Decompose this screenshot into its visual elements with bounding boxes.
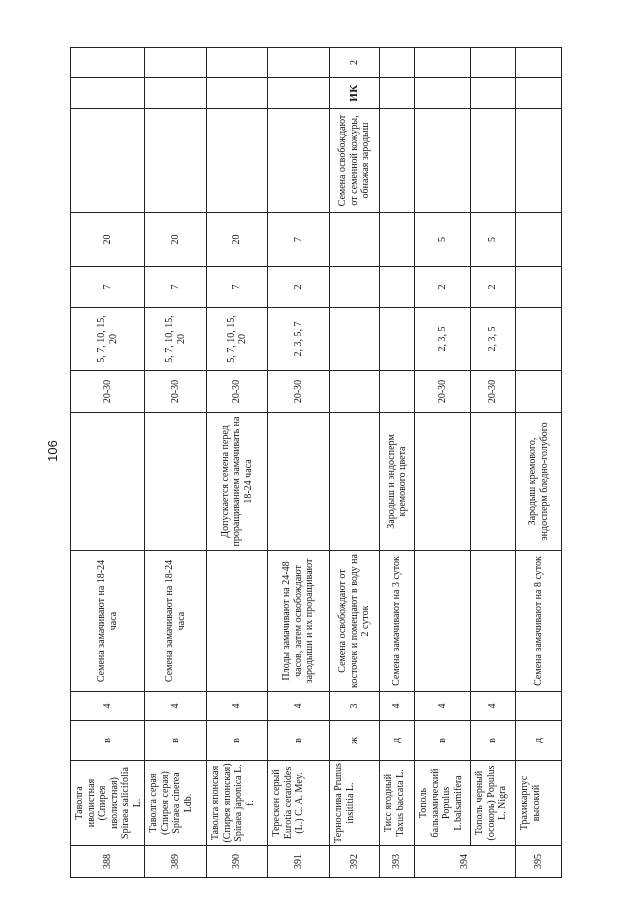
- cell-temperature: 20-30: [207, 371, 268, 413]
- cell-preparation: Семена замачивают на 18-24 часа: [71, 551, 145, 692]
- cell-value: 3: [330, 692, 380, 721]
- cell-letter: в: [268, 721, 330, 761]
- cell-code: [145, 78, 207, 109]
- cell-last-count: 20: [207, 213, 268, 267]
- cell-note: Зародыш и эндосперм кремового цвета: [380, 413, 415, 551]
- cell-count-days: 2, 3, 5: [471, 308, 516, 371]
- row-number: 391: [268, 846, 330, 878]
- cell-letter: в: [207, 721, 268, 761]
- table-row: [145, 48, 207, 878]
- cell-code: [471, 78, 516, 109]
- cell-preparation: Плоды замачивают на 24-48 часов, затем освобождают зародыши и их проращивают: [268, 551, 330, 692]
- cell-code: [415, 78, 471, 109]
- species-name: Таволга японская (Спирея японская) Spiraea japonica L. f.: [207, 761, 268, 846]
- table-row: [471, 48, 516, 878]
- cell-preparation: Семена освобождают от косточек и помещают в воду на 2 суток: [330, 551, 380, 692]
- species-name: Таволга серая (Спирея серая) Spiraea cinerea Ldb.: [145, 761, 207, 846]
- cell-preparation: Семена замачивают на 18-24 часа: [145, 551, 207, 692]
- cell-last-count: 7: [268, 213, 330, 267]
- cell-last-count: 5: [471, 213, 516, 267]
- cell-note: [268, 413, 330, 551]
- cell-first-count: 2: [471, 267, 516, 308]
- cell-letter: в: [145, 721, 207, 761]
- document-table-rotated: [70, 48, 603, 878]
- species-name: Тисс ягодный Taxus baccata L.: [380, 761, 415, 846]
- cell-extra: 2: [330, 48, 380, 78]
- cell-note: [471, 413, 516, 551]
- cell-count-days: 5, 7, 10, 15, 20: [145, 308, 207, 371]
- cell-value: 4: [207, 692, 268, 721]
- cell-last-count: [516, 213, 562, 267]
- cell-note: [145, 413, 207, 551]
- cell-temperature: 20-30: [71, 371, 145, 413]
- cell-note: [71, 413, 145, 551]
- species-name: Тополь бальзамический Populus L.balsamifera: [415, 761, 471, 846]
- cell-note: [415, 413, 471, 551]
- cell-preparation: Семена замачивают на 3 суток: [380, 551, 415, 692]
- cell-value: 4: [415, 692, 471, 721]
- cell-letter: д: [516, 721, 562, 761]
- cell-extra: [268, 48, 330, 78]
- cell-extra: [415, 48, 471, 78]
- cell-last-count: 20: [145, 213, 207, 267]
- cell-first-count: [380, 267, 415, 308]
- cell-last-count: [380, 213, 415, 267]
- cell-method-note: Семена освобождают от семенной кожуры, обнажая зародыш: [330, 109, 380, 213]
- cell-code: ИК: [330, 78, 380, 109]
- cell-method-note: [516, 109, 562, 213]
- species-name: Тополь черный (осокорь) Populus L. Nigra: [471, 761, 516, 846]
- cell-letter: в: [415, 721, 471, 761]
- row-number: 388: [71, 846, 145, 878]
- cell-note: [330, 413, 380, 551]
- cell-code: [71, 78, 145, 109]
- cell-method-note: [268, 109, 330, 213]
- page-number: 106: [45, 440, 60, 462]
- cell-count-days: [516, 308, 562, 371]
- cell-preparation: [415, 551, 471, 692]
- row-number: 395: [516, 846, 562, 878]
- cell-first-count: 7: [71, 267, 145, 308]
- cell-preparation: [207, 551, 268, 692]
- cell-extra: [145, 48, 207, 78]
- cell-note: Зародыш кремового, эндосперм бледно-голубого: [516, 413, 562, 551]
- cell-preparation: Семена замачивают на 8 суток: [516, 551, 562, 692]
- table-row: [415, 48, 471, 878]
- table-row: [71, 48, 145, 878]
- table-row: [380, 48, 415, 878]
- cell-method-note: [145, 109, 207, 213]
- table-row: [516, 48, 562, 878]
- cell-code: [516, 78, 562, 109]
- table-row: [268, 48, 330, 878]
- species-name: Таволга иволистная (Спирея иволистная) Spiraea salicifolia L.: [71, 761, 145, 846]
- cell-first-count: 2: [268, 267, 330, 308]
- cell-value: 4: [380, 692, 415, 721]
- cell-method-note: [415, 109, 471, 213]
- species-name: Тернослива Prunus insititia L.: [330, 761, 380, 846]
- cell-first-count: [330, 267, 380, 308]
- table-row: [207, 48, 268, 878]
- cell-note: Допускается семена перед проращиванием замачивать на 18-24 часа: [207, 413, 268, 551]
- cell-letter: в: [471, 721, 516, 761]
- cell-temperature: [516, 371, 562, 413]
- cell-count-days: 5, 7, 10, 15, 20: [71, 308, 145, 371]
- cell-value: 4: [145, 692, 207, 721]
- cell-extra: [471, 48, 516, 78]
- cell-method-note: [207, 109, 268, 213]
- cell-letter: в: [71, 721, 145, 761]
- cell-method-note: [71, 109, 145, 213]
- cell-count-days: [330, 308, 380, 371]
- cell-count-days: 2, 3, 5: [415, 308, 471, 371]
- cell-temperature: 20-30: [415, 371, 471, 413]
- cell-extra: [71, 48, 145, 78]
- cell-last-count: [330, 213, 380, 267]
- cell-temperature: 20-30: [268, 371, 330, 413]
- row-number: 390: [207, 846, 268, 878]
- cell-value: 4: [268, 692, 330, 721]
- cell-last-count: 20: [71, 213, 145, 267]
- species-name: Терескен серый Eurotia ceratoides (L.) C. A. Mey.: [268, 761, 330, 846]
- cell-code: [207, 78, 268, 109]
- cell-first-count: 7: [145, 267, 207, 308]
- cell-count-days: 2, 3, 5, 7: [268, 308, 330, 371]
- cell-first-count: 7: [207, 267, 268, 308]
- cell-code: [380, 78, 415, 109]
- seed-testing-table: [70, 47, 562, 878]
- cell-letter: д: [380, 721, 415, 761]
- cell-value: [516, 692, 562, 721]
- cell-extra: [207, 48, 268, 78]
- cell-first-count: 2: [415, 267, 471, 308]
- cell-temperature: 20-30: [145, 371, 207, 413]
- cell-temperature: [380, 371, 415, 413]
- table-row: [330, 48, 380, 878]
- cell-extra: [380, 48, 415, 78]
- cell-value: 4: [471, 692, 516, 721]
- cell-method-note: [380, 109, 415, 213]
- cell-value: 4: [71, 692, 145, 721]
- cell-count-days: 5, 7, 10, 15, 20: [207, 308, 268, 371]
- cell-last-count: 5: [415, 213, 471, 267]
- cell-code: [268, 78, 330, 109]
- row-number: 392: [330, 846, 380, 878]
- row-number: 394: [415, 846, 516, 878]
- cell-first-count: [516, 267, 562, 308]
- cell-count-days: [380, 308, 415, 371]
- cell-preparation: [471, 551, 516, 692]
- row-number: 393: [380, 846, 415, 878]
- cell-method-note: [471, 109, 516, 213]
- cell-temperature: 20-30: [471, 371, 516, 413]
- cell-letter: ж: [330, 721, 380, 761]
- cell-temperature: [330, 371, 380, 413]
- cell-extra: [516, 48, 562, 78]
- species-name: Трахикарпус высокий: [516, 761, 562, 846]
- row-number: 389: [145, 846, 207, 878]
